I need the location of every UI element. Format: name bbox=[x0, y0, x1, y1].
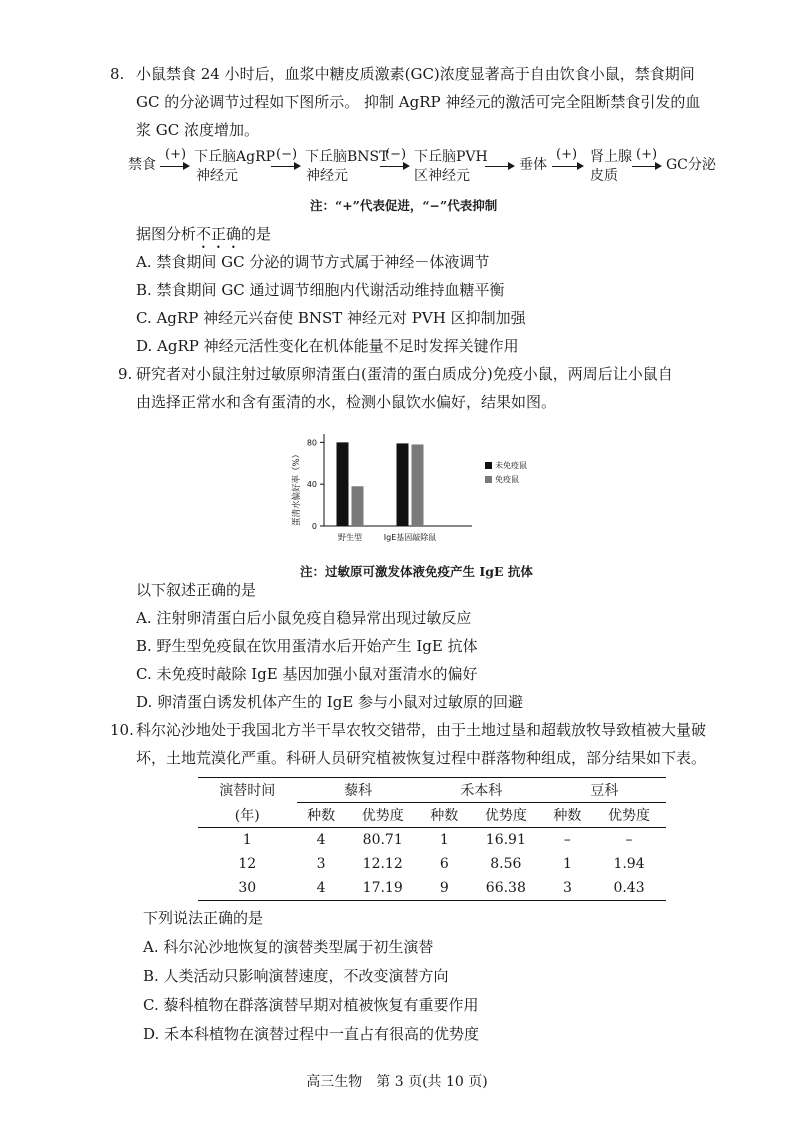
table-cell: 0.43 bbox=[592, 876, 666, 901]
table-cell: 3 bbox=[316, 856, 326, 872]
table-row bbox=[198, 876, 666, 901]
regulation-flow-diagram bbox=[0, 146, 794, 192]
table-cell: 1.94 bbox=[613, 856, 645, 872]
flow-node-adrenal-a: 肾上腺 bbox=[590, 149, 632, 165]
question-8-option-a: A. 禁食期间 GC 分泌的调节方式属于神经－体液调节 bbox=[136, 253, 490, 271]
flow-node-bnst-b: 神经元 bbox=[306, 168, 348, 184]
question-10-option-a: A. 科尔沁沙地恢复的演替类型属于初生演替 bbox=[143, 938, 434, 956]
y-axis-label: 蛋清水偏好率（%） bbox=[292, 449, 302, 527]
table-cell: – bbox=[625, 832, 633, 848]
flow-sign-4: (+) bbox=[556, 147, 578, 162]
question-10-stem: 下列说法正确的是 bbox=[143, 909, 264, 927]
question-8-stem bbox=[136, 224, 271, 252]
table-cell: 12 bbox=[238, 856, 257, 872]
y-tick-label: 0 bbox=[311, 522, 317, 531]
bar-unimmunized-0 bbox=[337, 442, 349, 526]
question-10-option-b: B. 人类活动只影响演替速度，不改变演替方向 bbox=[143, 967, 449, 985]
flow-arrow-2 bbox=[271, 166, 299, 167]
table-cell: 4 bbox=[297, 876, 346, 901]
question-9-text-line1: 研究者对小鼠注射过敏原卵清蛋白(蛋清的蛋白质成分)免疫小鼠，两周后让小鼠自 bbox=[136, 365, 673, 383]
table-cell: 66.38 bbox=[469, 876, 543, 901]
legend-label: 未免疫鼠 bbox=[495, 461, 527, 470]
question-9-number: 9. bbox=[118, 365, 133, 383]
flow-sign-2: (−) bbox=[276, 147, 298, 162]
table-subheader: 种数 bbox=[420, 803, 469, 828]
question-8-option-b: B. 禁食期间 GC 通过调节细胞内代谢活动维持血糖平衡 bbox=[136, 281, 505, 299]
question-8-number: 8. bbox=[110, 65, 125, 83]
flow-sign-5: (+) bbox=[636, 147, 658, 162]
table-cell: 12.12 bbox=[362, 856, 403, 872]
table-cell: 17.19 bbox=[346, 876, 420, 901]
question-9-option-a: A. 注射卵清蛋白后小鼠免疫自稳异常出现过敏反应 bbox=[136, 609, 472, 627]
table-cell: 1 bbox=[242, 832, 252, 848]
question-9-option-d: D. 卵清蛋白诱发机体产生的 IgE 参与小鼠对过敏原的回避 bbox=[136, 693, 524, 711]
table-header-time-a: 演替时间 bbox=[198, 778, 297, 803]
question-8-text-line2: GC 的分泌调节过程如下图所示。 抑制 AgRP 神经元的激活可完全阻断禁食引发的血 bbox=[136, 93, 701, 111]
flow-sign-3: (−) bbox=[385, 147, 407, 162]
table-subheader: 优势度 bbox=[346, 803, 420, 828]
table-row bbox=[198, 852, 666, 876]
question-8-text-line1: 小鼠禁食 24 小时后，血浆中糖皮质激素(GC)浓度显著高于自由饮食小鼠，禁食期间 bbox=[136, 65, 695, 83]
question-10-option-d: D. 禾本科植物在演替过程中一直占有很高的优势度 bbox=[143, 1025, 480, 1043]
table-cell: 3 bbox=[543, 876, 592, 901]
stem-prefix: 据图分析 bbox=[136, 225, 197, 243]
flow-node-bnst-a: 下丘脑BNST bbox=[305, 149, 389, 165]
flow-node-agrp-b: 神经元 bbox=[196, 168, 238, 184]
flow-node-adrenal-b: 皮质 bbox=[590, 168, 618, 184]
question-8-option-c: C. AgRP 神经元兴奋使 BNST 神经元对 PVH 区抑制加强 bbox=[136, 309, 526, 327]
question-9-note: 注：过敏原可激发体液免疫产生 IgE 抗体 bbox=[300, 564, 533, 579]
flow-node-pvh-b: 区神经元 bbox=[414, 168, 470, 184]
table-cell: – bbox=[563, 832, 571, 848]
question-10-option-c: C. 藜科植物在群落演替早期对植被恢复有重要作用 bbox=[143, 996, 479, 1014]
question-10-text-line2: 坏，土地荒漠化严重。科研人员研究植被恢复过程中群落物种组成，部分结果如下表。 bbox=[136, 749, 707, 767]
page-footer: 高三生物 第 3 页(共 10 页) bbox=[306, 1074, 488, 1090]
question-9-option-b: B. 野生型免疫鼠在饮用蛋清水后开始产生 IgE 抗体 bbox=[136, 637, 478, 655]
flow-node-pvh-a: 下丘脑PVH bbox=[414, 149, 488, 165]
bar-unimmunized-1 bbox=[397, 443, 409, 526]
table-cell: 1 bbox=[439, 832, 449, 848]
legend-swatch bbox=[485, 462, 492, 469]
question-9-option-c: C. 未免疫时敲除 IgE 基因加强小鼠对蛋清水的偏好 bbox=[136, 665, 478, 683]
flow-node-gc-secretion: GC分泌 bbox=[666, 157, 716, 173]
table-header-time-b: (年) bbox=[198, 803, 297, 828]
bar-immunized-0 bbox=[352, 486, 364, 526]
x-tick-label: 野生型 bbox=[338, 533, 362, 542]
table-subheader: 优势度 bbox=[592, 803, 666, 828]
question-10-text-line1: 科尔沁沙地处于我国北方半干旱农牧交错带，由于土地过垦和超载放牧导致植被大量破 bbox=[136, 721, 707, 739]
succession-species-table bbox=[198, 777, 666, 901]
question-8-option-d: D. AgRP 神经元活性变化在机体能量不足时发挥关键作用 bbox=[136, 337, 519, 355]
table-cell: 80.71 bbox=[362, 832, 403, 848]
table-cell: 30 bbox=[198, 876, 297, 901]
table-header-gramineae: 禾本科 bbox=[420, 778, 543, 803]
table-cell: 1 bbox=[562, 856, 572, 872]
legend-swatch bbox=[485, 476, 492, 483]
flow-node-agrp-a: 下丘脑AgRP bbox=[194, 149, 276, 165]
stem-suffix: 的是 bbox=[241, 225, 272, 243]
x-tick-label: IgE基因敲除鼠 bbox=[383, 533, 437, 542]
stem-emphasis: 不正确 bbox=[196, 225, 242, 243]
table-cell: 8.56 bbox=[490, 856, 522, 872]
table-cell: 9 bbox=[420, 876, 469, 901]
question-10-number: 10. bbox=[110, 721, 134, 739]
flow-arrow-4 bbox=[485, 166, 513, 167]
table-subheader: 种数 bbox=[543, 803, 592, 828]
bar-immunized-1 bbox=[412, 444, 424, 526]
legend-label: 免疫鼠 bbox=[495, 475, 519, 484]
ige-preference-bar-chart bbox=[280, 426, 580, 554]
table-cell: 16.91 bbox=[485, 832, 526, 848]
question-9-stem: 以下叙述正确的是 bbox=[136, 581, 257, 599]
table-header-leguminosae: 豆科 bbox=[543, 778, 666, 803]
question-8-text-line3: 浆 GC 浓度增加。 bbox=[136, 121, 259, 139]
y-tick-label: 80 bbox=[306, 438, 317, 448]
question-9-text-line2: 由选择正常水和含有蛋清的水，检测小鼠饮水偏好，结果如图。 bbox=[136, 393, 557, 411]
table-row bbox=[198, 828, 666, 853]
table-subheader: 优势度 bbox=[469, 803, 543, 828]
question-8-note: 注：“+”代表促进，“−”代表抑制 bbox=[310, 198, 498, 213]
y-tick-label: 40 bbox=[306, 480, 317, 490]
flow-arrow-1 bbox=[160, 166, 188, 167]
flow-node-fasting: 禁食 bbox=[128, 157, 156, 173]
table-cell: 6 bbox=[439, 856, 449, 872]
flow-arrow-5 bbox=[552, 166, 582, 167]
flow-arrow-3 bbox=[380, 166, 408, 167]
flow-node-pituitary: 垂体 bbox=[519, 157, 547, 173]
flow-arrow-6 bbox=[632, 166, 660, 167]
table-header-chenopodiaceae: 藜科 bbox=[297, 778, 420, 803]
table-cell: 4 bbox=[316, 832, 326, 848]
flow-sign-1: (+) bbox=[165, 147, 187, 162]
table-subheader: 种数 bbox=[297, 803, 346, 828]
